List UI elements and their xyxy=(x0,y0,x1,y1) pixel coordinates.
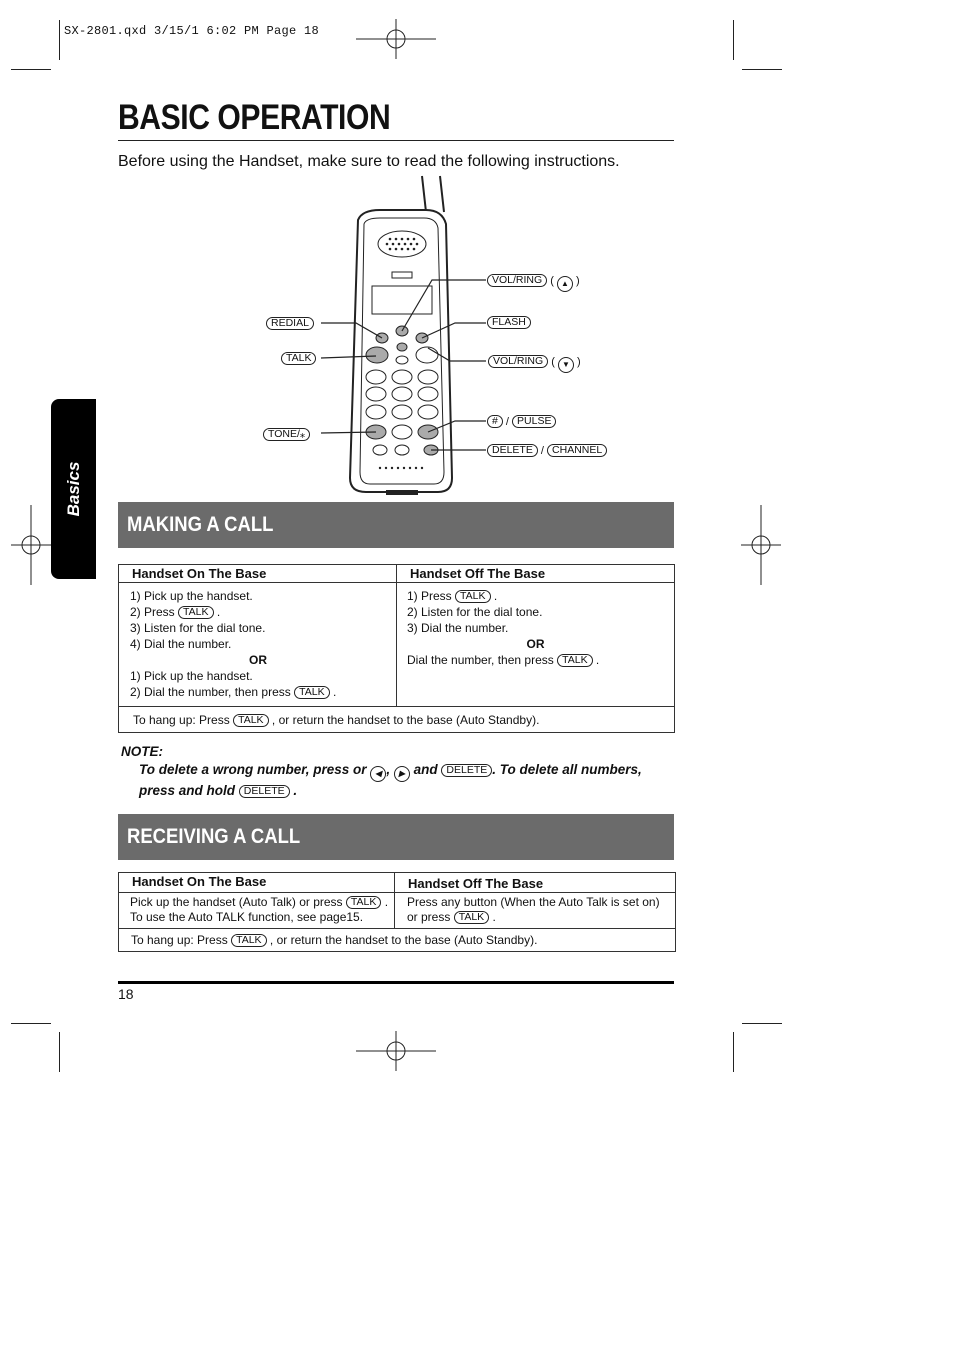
making-call-banner xyxy=(118,502,674,548)
delete-key: DELETE xyxy=(487,444,538,457)
slash: / xyxy=(505,416,509,428)
talk-key: TALK xyxy=(178,606,213,619)
on-base-steps xyxy=(119,893,395,929)
print-header: SX-2801.qxd 3/15/1 6:02 PM Page 18 xyxy=(64,24,320,38)
col-header-off-base: Handset Off The Base xyxy=(397,565,675,583)
channel-key: CHANNEL xyxy=(547,444,607,457)
vol-ring-key: VOL/RING xyxy=(488,355,548,368)
off-base-steps xyxy=(397,583,675,707)
step-text: To use the Auto TALK function, see page15. xyxy=(130,910,364,924)
redial-key: REDIAL xyxy=(266,317,314,330)
down-arrow-icon: ▼ xyxy=(558,357,574,373)
talk-key: TALK xyxy=(231,934,266,947)
up-arrow-icon: ▲ xyxy=(557,276,573,292)
crop-mark xyxy=(742,1023,782,1024)
receiving-call-heading: RECEIVING A CALL xyxy=(127,825,301,848)
star-icon: ⁎ xyxy=(299,428,306,440)
label-vol-ring-up xyxy=(487,274,580,292)
paren-close: ) xyxy=(577,356,581,368)
off-base-steps xyxy=(395,893,676,929)
tone-key xyxy=(263,428,310,441)
label-hash-pulse xyxy=(487,415,556,428)
vol-ring-key: VOL/RING xyxy=(487,274,547,287)
label-delete-channel xyxy=(487,444,607,457)
step-text: 3) Listen for the dial tone. xyxy=(130,621,266,635)
label-tone xyxy=(263,428,310,441)
note-label: NOTE: xyxy=(121,744,163,759)
page-number: 18 xyxy=(118,986,134,1002)
talk-key: TALK xyxy=(455,590,490,603)
label-vol-ring-down xyxy=(488,355,581,373)
step-text: Press any button (When the Auto Talk is set on) xyxy=(407,895,660,909)
footer-divider xyxy=(118,981,674,984)
label-redial xyxy=(266,317,314,330)
crop-mark xyxy=(59,1032,60,1072)
pulse-key: PULSE xyxy=(512,415,556,428)
side-tab-label: Basics xyxy=(63,461,83,517)
talk-key: TALK xyxy=(346,896,381,909)
making-call-table xyxy=(118,564,675,733)
step-text: 1) Press TALK . xyxy=(407,589,498,603)
on-base-steps xyxy=(119,583,397,707)
step-text: or press TALK . xyxy=(407,910,496,924)
step-text: 4) Dial the number. xyxy=(130,637,232,651)
tone-text: TONE/ xyxy=(268,428,300,440)
step-text: 3) Dial the number. xyxy=(407,621,509,635)
label-talk xyxy=(281,352,316,365)
registration-mark-bottom xyxy=(356,1031,436,1071)
col-header-on-base: Handset On The Base xyxy=(119,873,395,893)
talk-key: TALK xyxy=(233,714,268,727)
making-call-heading: MAKING A CALL xyxy=(127,513,274,536)
leader-lines xyxy=(0,0,954,520)
step-text: Dial the number, then press TALK . xyxy=(407,653,600,667)
paren-open: ( xyxy=(551,356,555,368)
receiving-call-banner xyxy=(118,814,674,860)
paren-open: ( xyxy=(550,275,554,287)
step-text: 2) Dial the number, then press TALK . xyxy=(130,685,337,699)
paren-close: ) xyxy=(576,275,580,287)
crop-mark xyxy=(11,1023,51,1024)
step-text: 2) Press TALK . xyxy=(130,605,221,619)
col-header-on-base: Handset On The Base xyxy=(119,565,397,583)
talk-key: TALK xyxy=(281,352,316,365)
or-text: OR xyxy=(526,637,545,651)
flash-key: FLASH xyxy=(487,316,531,329)
hangup-row: To hang up: Press TALK , or return the handset to the base (Auto Standby). xyxy=(119,707,675,733)
col-header-off-base: Handset Off The Base xyxy=(395,873,676,893)
talk-key: TALK xyxy=(557,654,592,667)
talk-key: TALK xyxy=(294,686,329,699)
step-text: Pick up the handset (Auto Talk) or press TALK . xyxy=(130,895,389,909)
intro-text: Before using the Handset, make sure to read the following instructions. xyxy=(118,153,620,170)
step-text: 1) Pick up the handset. xyxy=(130,589,253,603)
or-text: OR xyxy=(249,653,267,667)
receiving-call-table xyxy=(118,872,676,952)
slash: / xyxy=(540,445,544,457)
step-text: 1) Pick up the handset. xyxy=(130,669,253,683)
left-arrow-icon: ◀ xyxy=(370,766,386,782)
label-flash xyxy=(487,316,531,329)
hangup-row: To hang up: Press TALK , or return the handset to the base (Auto Standby). xyxy=(119,929,676,952)
delete-key: DELETE xyxy=(239,785,290,798)
delete-key: DELETE xyxy=(441,764,492,777)
right-arrow-icon: ▶ xyxy=(394,766,410,782)
step-text: 2) Listen for the dial tone. xyxy=(407,605,543,619)
hash-key: # xyxy=(487,415,503,428)
crop-mark xyxy=(733,1032,734,1072)
note-text: To delete a wrong number, press or ◀ , ▶ and DELETE . To delete all numbers, press and hold DELETE . xyxy=(139,762,642,798)
page-title: BASIC OPERATION xyxy=(118,98,391,137)
talk-key: TALK xyxy=(454,911,489,924)
